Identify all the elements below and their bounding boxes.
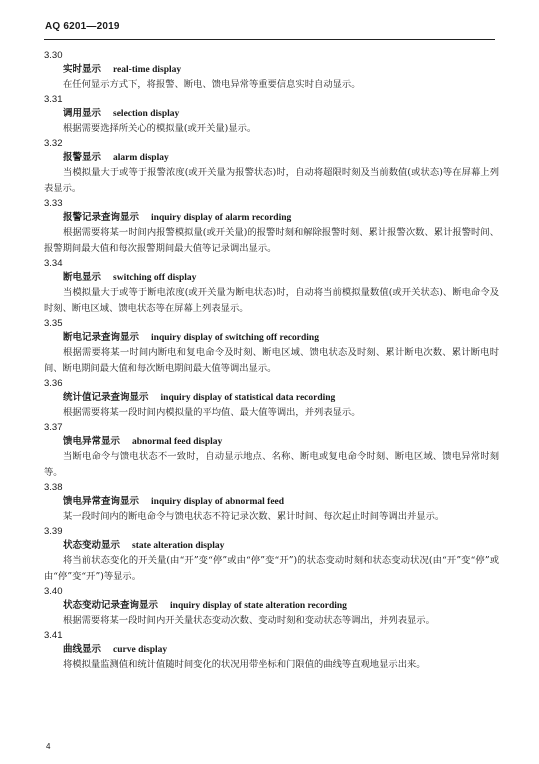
term-zh: 统计值记录查询显示 (63, 392, 149, 403)
clause-number: 3.39 (44, 526, 63, 537)
term-zh: 断电显示 (63, 272, 102, 283)
clause-number: 3.31 (44, 94, 63, 105)
term-zh: 曲线显示 (63, 644, 102, 655)
term-definition: 根据需要将某一段时间内模拟量的平均值、最大值等调出，并列表显示。 (63, 407, 361, 418)
term-heading (44, 271, 499, 285)
term-heading (44, 331, 499, 345)
term-en: inquiry display of statistical data recording (160, 393, 336, 403)
term-definition: 根据需要选择所关心的模拟量(或开关量)显示。 (63, 123, 257, 134)
term-en: switching off display (113, 273, 197, 283)
term-en: selection display (113, 109, 180, 119)
term-heading (44, 391, 499, 405)
term-heading (44, 107, 499, 121)
term-entry (44, 482, 499, 525)
term-entry (44, 50, 499, 93)
term-en: curve display (113, 645, 168, 655)
term-definition: 根据需要将某一段时间内开关量状态变动次数、变动时刻和变动状态等调出，并列表显示。 (63, 615, 435, 626)
term-entry (44, 138, 499, 197)
term-zh: 断电记录查询显示 (63, 332, 140, 343)
term-entry (44, 526, 499, 585)
clause-number: 3.37 (44, 422, 63, 433)
clause-number: 3.36 (44, 378, 63, 389)
term-entry (44, 198, 499, 257)
term-zh: 馈电异常查询显示 (63, 496, 140, 507)
clause-number: 3.35 (44, 318, 63, 329)
term-definition: 根据需要将某一时间内报警模拟量(或开关量)的报警时刻和解除报警时刻、累计报警次数、累计报警时间、报警期间最大值和每次报警期间最大值等记录调出显示。 (44, 227, 499, 254)
standard-number: AQ 6201—2019 (45, 21, 120, 32)
term-definition: 当模拟量大于或等于报警浓度(或开关量为报警状态)时，自动将超限时刻及当前数值(或状态)等在屏幕上列表显示。 (44, 167, 499, 194)
term-en: state alteration display (132, 541, 225, 551)
term-zh: 馈电异常显示 (63, 436, 121, 447)
term-definition: 将当前状态变化的开关量(由“开”变“停”或由“停”变“开”)的状态变动时刻和状态变动状况(由“开”变“停”或由“停”变“开”)等显示。 (44, 555, 499, 582)
clause-number: 3.30 (44, 50, 63, 61)
term-heading (44, 151, 499, 165)
term-heading (44, 63, 499, 77)
term-entry (44, 318, 499, 377)
clause-number: 3.33 (44, 198, 63, 209)
clause-number: 3.40 (44, 586, 63, 597)
term-zh: 状态变动显示 (63, 540, 121, 551)
clause-number: 3.32 (44, 138, 63, 149)
term-en: alarm display (113, 153, 169, 163)
term-en: inquiry display of state alteration recording (170, 601, 347, 611)
term-entry (44, 258, 499, 317)
clause-number: 3.38 (44, 482, 63, 493)
term-en: abnormal feed display (132, 437, 223, 447)
term-definition: 在任何显示方式下，将报警、断电、馈电异常等重要信息实时自动显示。 (63, 79, 361, 90)
term-heading (44, 643, 499, 657)
clause-number: 3.41 (44, 630, 63, 641)
term-heading (44, 211, 499, 225)
term-entry (44, 586, 499, 629)
term-entry (44, 630, 499, 673)
term-en: inquiry display of abnormal feed (151, 497, 285, 507)
term-heading (44, 495, 499, 509)
term-heading (44, 435, 499, 449)
term-definition: 当断电命令与馈电状态不一致时，自动显示地点、名称、断电或复电命令时刻、断电区域、馈电异常时刻等。 (44, 451, 499, 478)
term-en: inquiry display of switching off recording (151, 333, 319, 343)
term-en: inquiry display of alarm recording (151, 213, 292, 223)
terms-section (44, 50, 499, 674)
term-zh: 调用显示 (63, 108, 102, 119)
term-definition: 将模拟量监测值和统计值随时间变化的状况用带坐标和门限值的曲线等直观地显示出来。 (63, 659, 426, 670)
term-en: real-time display (113, 65, 182, 75)
term-zh: 实时显示 (63, 64, 102, 75)
term-entry (44, 422, 499, 481)
term-definition: 根据需要将某一时间内断电和复电命令及时刻、断电区域、馈电状态及时刻、累计断电次数、累计断电时间、断电期间最大值和每次断电期间最大值等调出显示。 (44, 347, 499, 374)
term-entry (44, 378, 499, 421)
term-definition: 某一段时间内的断电命令与馈电状态不符记录次数、累计时间、每次起止时间等调出并显示。 (63, 511, 445, 522)
term-zh: 报警显示 (63, 152, 102, 163)
term-zh: 报警记录查询显示 (63, 212, 140, 223)
term-heading (44, 599, 499, 613)
term-definition: 当模拟量大于或等于断电浓度(或开关量为断电状态)时，自动将当前模拟量数值(或开关状态)、断电命令及时刻、断电区域、馈电状态等在屏幕上列表显示。 (44, 287, 499, 314)
term-heading (44, 539, 499, 553)
term-zh: 状态变动记录查询显示 (63, 600, 159, 611)
header-rule (44, 39, 495, 40)
page-number: 4 (46, 742, 51, 751)
term-entry (44, 94, 499, 137)
clause-number: 3.34 (44, 258, 63, 269)
